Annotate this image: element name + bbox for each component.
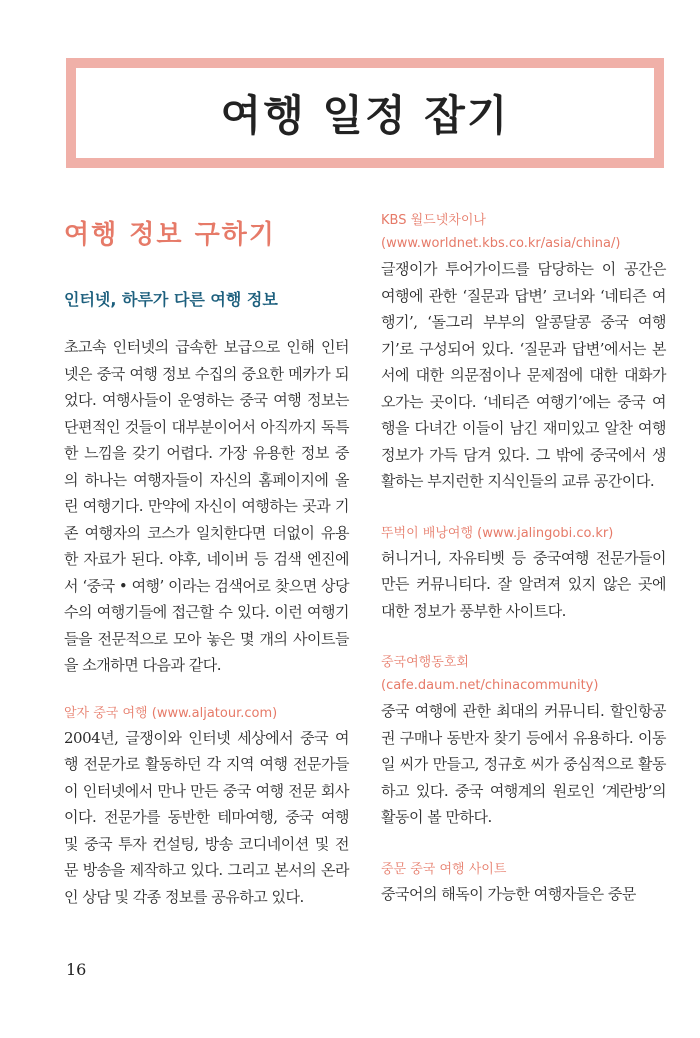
site-name-chinese-sites: 중문 중국 여행 사이트 xyxy=(381,861,507,877)
site-name-china-community: 중국여행동호회 xyxy=(381,655,469,670)
site-name-alja: 알자 중국 여행 (www.aljatour.com) xyxy=(64,705,278,721)
site-name-kbs: KBS 월드넷차이나 xyxy=(381,213,486,228)
site-url-kbs: (www.worldnet.kbs.co.kr/asia/china/) xyxy=(381,236,621,251)
title-frame xyxy=(66,58,664,168)
intro-paragraph: 초고속 인터넷의 급속한 보급으로 인해 인터넷은 중국 여행 정보 수집의 중요한 메카가 되었다. 여행사들이 운영하는 중국 여행 정보는 단편적인 것들이 대부분이어서 아직까지 독특한 느낌을 갖기 어렵다. 가장 유용한 정보 중의 하나는 여행자들이 자신의 홈페이지에 올린 여행기다. 만약에 자신이 여행하는 곳과 기존 여행자의 코스가 일치한다면 더없이 유용한 자료가 된다. 야후, 네이버 등 검색 엔진에서 ‘중국 • 여행’ 이라는 검색어로 찾으면 상당수의 여행기들에 접근할 수 있다. 이런 여행기들을 전문적으로 모아 놓은 몇 개의 사이트들을 소개하면 다음과 같다. xyxy=(64,338,349,674)
title-inner xyxy=(76,68,654,158)
page-number: 16 xyxy=(66,960,87,979)
site-desc-ttubeogi: 허니거니, 자유티벳 등 중국여행 전문가들이 만든 커뮤니티다. 잘 알려져 있지 않은 곳에 대한 정보가 풍부한 사이트다. xyxy=(381,548,666,620)
subheading: 인터넷, 하루가 다른 여행 정보 xyxy=(64,290,278,309)
site-url-china-community: (cafe.daum.net/chinacommunity) xyxy=(381,678,599,693)
section-title: 여행 정보 구하기 xyxy=(64,220,276,250)
site-desc-kbs: 글쟁이가 투어가이드를 담당하는 이 공간은 여행에 관한 ‘질문과 답변’ 코너와 ‘네티즌 여행기’, ‘돌그리 부부의 알콩달콩 중국 여행기’로 구성되어 있다. ‘질문과 답변’에서는 본서에 대한 의문점이나 문제점에 대한 대화가 오가는 곳이다. ‘네티즌 여행기’에는 중국 여행을 다녀간 이들이 남긴 재미있고 알찬 여행 정보가 가득 담겨 있다. 그 밖에 중국에서 생활하는 부지런한 지식인들의 교류 공간이다. xyxy=(381,260,666,490)
left-column xyxy=(64,210,349,910)
site-desc-china-community: 중국 여행에 관한 최대의 커뮤니티. 할인항공권 구매나 동반자 찾기 등에서 유용하다. 이동일 씨가 만들고, 정규호 씨가 중심적으로 활동하고 있다. 중국 여행계의 원로인 ‘계란방’의 활동이 볼 만하다. xyxy=(381,702,666,826)
site-desc-alja: 2004년, 글쟁이와 인터넷 세상에서 중국 여행 전문가로 활동하던 각 지역 여행 전문가들이 인터넷에서 만나 만든 중국 여행 전문 회사이다. 전문가를 동반한 테마여행, 중국 여행 및 중국 투자 컨설팅, 방송 코디네이션 및 전문 방송을 제작하고 있다. 그리고 본서의 온라인 상담 및 각종 정보를 공유하고 있다. xyxy=(64,728,349,906)
page-title: 여행 일정 잡기 xyxy=(220,91,510,140)
site-desc-chinese-sites: 중국어의 해독이 가능한 여행자들은 중문 xyxy=(381,884,636,903)
right-column xyxy=(381,210,666,907)
site-name-ttubeogi: 뚜벅이 배낭여행 (www.jalingobi.co.kr) xyxy=(381,525,614,541)
